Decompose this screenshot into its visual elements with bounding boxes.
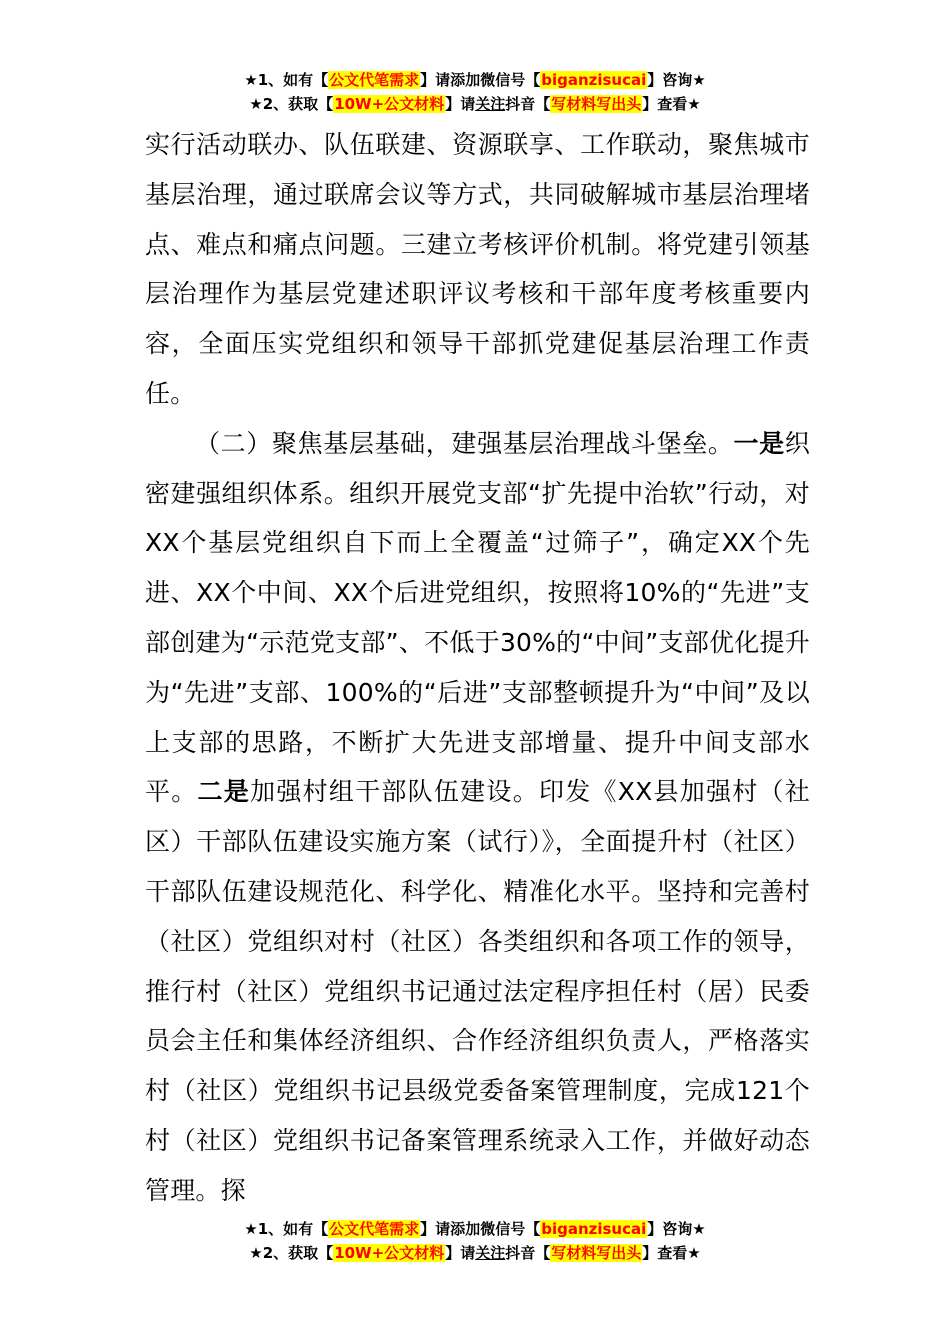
- header-banner: [0, 68, 950, 116]
- highlight-writing-service: 公文代笔需求: [329, 71, 420, 89]
- banner-line-2: ★2、获取【10W+公文材料】请关注抖音【写材料写出头】查看★: [249, 1244, 701, 1262]
- highlight-douyin-account: 写材料写出头: [551, 95, 642, 113]
- highlight-materials: 10W+公文材料: [334, 1244, 445, 1262]
- banner-line-1: ★1、如有【公文代笔需求】请添加微信号【biganzisucai】咨询★: [244, 71, 706, 89]
- highlight-materials: 10W+公文材料: [334, 95, 445, 113]
- highlight-wechat-id: biganzisucai: [541, 71, 647, 89]
- document-body: [145, 120, 810, 1216]
- paragraph-2: （二）聚焦基层基础，建强基层治理战斗堡垒。一是织密建强组织体系。组织开展党支部“扩先提中治软”行动，对XX个基层党组织自下而上全覆盖“过筛子”，确定XX个先进、XX个中间、XX个后进党组织，按照将10%的“先进”支部创建为“示范党支部”、不低于30%的“中间”支部优化提升为“先进”支部、100%的“后进”支部整顿提升为“中间”及以上支部的思路，不断扩大先进支部增量、提升中间支部水平。二是加强村组干部队伍建设。印发《XX县加强村（社区）干部队伍建设实施方案（试行）》，全面提升村（社区）干部队伍建设规范化、科学化、精准化水平。坚持和完善村（社区）党组织对村（社区）各类组织和各项工作的领导，推行村（社区）党组织书记通过法定程序担任村（居）民委员会主任和集体经济组织、合作经济组织负责人，严格落实村（社区）党组织书记县级党委备案管理制度，完成121个村（社区）党组织书记备案管理系统录入工作，并做好动态管理。探: [145, 428, 811, 1205]
- footer-banner: [0, 1217, 950, 1265]
- banner-line-1: ★1、如有【公文代笔需求】请添加微信号【biganzisucai】咨询★: [244, 1220, 706, 1238]
- highlight-douyin-account: 写材料写出头: [551, 1244, 642, 1262]
- highlight-wechat-id: biganzisucai: [541, 1220, 647, 1238]
- paragraph-1: 实行活动联办、队伍联建、资源联享、工作联动，聚焦城市基层治理，通过联席会议等方式，共同破解城市基层治理堵点、难点和痛点问题。三建立考核评价机制。将党建引领基层治理作为基层党建述职评议考核和干部年度考核重要内容，全面压实党组织和领导干部抓党建促基层治理工作责任。: [145, 130, 810, 408]
- banner-line-2: ★2、获取【10W+公文材料】请关注抖音【写材料写出头】查看★: [249, 95, 701, 113]
- bold-marker-1: 一是: [733, 428, 785, 458]
- highlight-writing-service: 公文代笔需求: [329, 1220, 420, 1238]
- bold-marker-2: 二是: [197, 777, 251, 807]
